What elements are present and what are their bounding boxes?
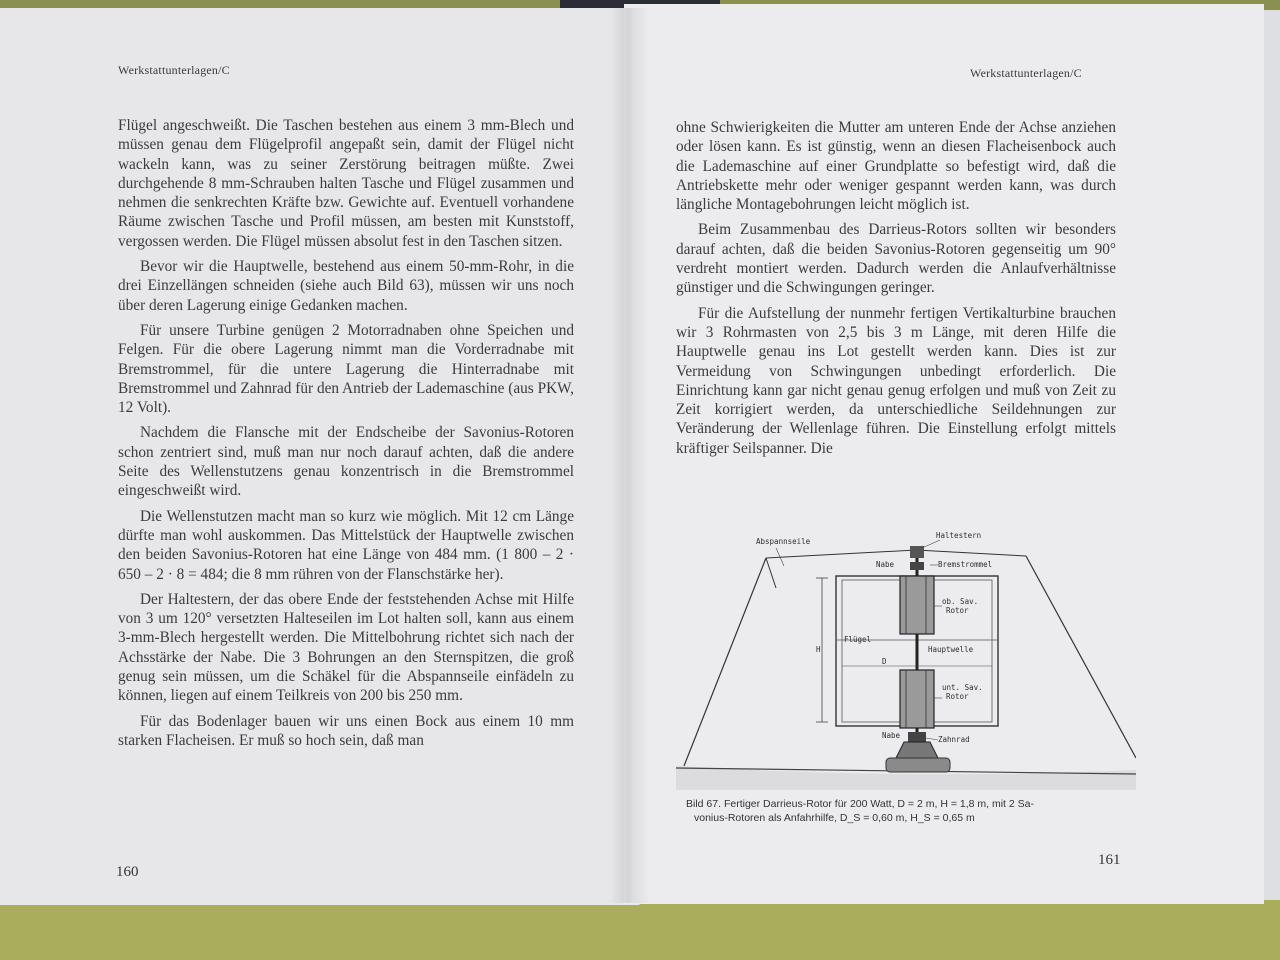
paragraph: Beim Zusammenbau des Darrieus-Rotors sollten wir besonders darauf achten, daß die beiden Savonius-Rotoren gegenseitig um 90° verdreht montiert werden. Dadurch werden die Anlaufverhältnisse günstiger und die Schwingungen geringer. bbox=[676, 221, 1116, 297]
darrieus-rotor-figure bbox=[676, 528, 1136, 790]
label-haltestern: Haltestern bbox=[936, 531, 982, 540]
upper-savonius-rotor bbox=[900, 576, 934, 634]
figure-caption bbox=[686, 797, 1136, 825]
paragraph: Die Wellenstutzen macht man so kurz wie möglich. Mit 12 cm Länge dürfte man wohl auskommen. Das Mittelstück der Hauptwelle zwischen den beiden Savonius-Rotoren hat eine Länge von 484 mm. (1 800 – 2 · 650 – 2 · 8 = 484; die 8 mm rühren von der Flanschstärke her). bbox=[118, 507, 574, 583]
label-hauptwelle: Hauptwelle bbox=[928, 645, 974, 654]
left-running-head: Werkstattunterlagen/C bbox=[118, 63, 230, 77]
label-d: D bbox=[882, 657, 887, 666]
paragraph: Nachdem die Flansche mit der Endscheibe der Savonius-Rotoren schon zentriert sind, muß man nur noch darauf achten, daß die andere Seite des Wellenstutzens genau konzentrisch in die Bremstrommel eingeschweißt wird. bbox=[118, 424, 574, 500]
caption-line-2: vonius-Rotoren als Anfahrhilfe, D_S = 0,60 m, H_S = 0,65 m bbox=[694, 812, 975, 824]
guy-cable-top-left bbox=[766, 550, 916, 558]
bottom-hub bbox=[908, 732, 926, 742]
caption-line-1: Bild 67. Fertiger Darrieus-Rotor für 200 Watt, D = 2 m, H = 1,8 m, mit 2 Sa- bbox=[686, 798, 1034, 810]
label-ob-sav-rotor: Rotor bbox=[946, 606, 969, 615]
label-h: H bbox=[816, 645, 821, 654]
label-abspannseile: Abspannseile bbox=[756, 537, 811, 546]
label-unt-sav-rotor: Rotor bbox=[946, 692, 969, 701]
paragraph: Bevor wir die Hauptwelle, bestehend aus einem 50-mm-Rohr, in die drei Einzellängen schneiden (siehe auch Bild 63), müssen wir uns noch über deren Lagerung einige Gedanken machen. bbox=[118, 258, 574, 314]
left-page-number: 160 bbox=[116, 864, 139, 880]
guy-cable-top-right bbox=[916, 550, 1026, 556]
haltestern-shape bbox=[910, 546, 924, 558]
paragraph: ohne Schwierigkeiten die Mutter am unteren Ende der Achse anziehen oder lösen kann. Es ist günstig, wenn an diesen Flacheisenbock auch die Lademaschine auf einer Grundplatte so befestigt wird, daß die Antriebskette mehr oder weniger gespannt werden kann, was durch längliche Montagebohrungen leicht möglich ist. bbox=[676, 119, 1116, 214]
label-nabe-bottom: Nabe bbox=[882, 731, 901, 740]
guy-cable-left bbox=[684, 558, 766, 766]
foundation bbox=[886, 758, 950, 772]
label-ob-sav: ob. Sav. bbox=[942, 597, 979, 606]
label-nabe-top: Nabe bbox=[876, 560, 895, 569]
label-unt-sav: unt. Sav. bbox=[942, 683, 983, 692]
right-running-head: Werkstattunterlagen/C bbox=[970, 66, 1082, 80]
right-text-column bbox=[676, 118, 1116, 464]
base-bock bbox=[896, 742, 938, 758]
label-zahnrad: Zahnrad bbox=[938, 735, 970, 744]
paragraph: Der Haltestern, der das obere Ende der feststehenden Achse mit Hilfe von 3 um 120° versetzten Halteseilen im Lot halten soll, kann aus einem 3-mm-Blech hergestellt werden. Die Mittelbohrung richtet sich nach der Achsstärke der Nabe. Die 3 Bohrungen an den Sternspitzen, die groß genug sein müssen, um die Schäkel für die Abspannseile einfädeln zu können, liegen auf einem Teilkreis von 200 bis 250 mm. bbox=[118, 590, 574, 705]
book-gutter bbox=[610, 8, 650, 903]
top-hub bbox=[910, 562, 924, 570]
right-page-number: 161 bbox=[1098, 852, 1121, 868]
paragraph: Für das Bodenlager bauen wir uns einen Bock aus einem 10 mm starken Flacheisen. Er muß so hoch sein, daß man bbox=[118, 712, 574, 749]
paragraph: Flügel angeschweißt. Die Taschen bestehen aus einem 3 mm-Blech und müssen genau dem Flügelprofil angepaßt sein, damit der Flügel nicht wackeln kann, was zu seiner Zerstörung beitragen müßte. Zwei durchgehende 8 mm-Schrauben halten Tasche und Flügel zusammen und nehmen die senkrechten Kräfte bzw. Gewichte auf. Eventuell vorhandene Räume zwischen Tasche und Profil müssen, am besten mit Kunststoff, vergossen werden. Die Flügel müssen absolut fest in den Taschen sitzen. bbox=[118, 117, 574, 250]
lower-savonius-rotor bbox=[900, 670, 934, 728]
guy-cable-right bbox=[1026, 556, 1136, 758]
left-text-column bbox=[118, 116, 574, 756]
guy-cable-stub bbox=[766, 558, 776, 588]
paragraph: Für unsere Turbine genügen 2 Motorradnaben ohne Speichen und Felgen. Für die obere Lagerung nimmt man die Vorderradnabe mit Bremstrommel, für die untere Lagerung die Hinterradnabe mit Bremstrommel und Zahnrad für den Antrieb der Lademaschine (aus PKW, 12 Volt). bbox=[118, 321, 574, 417]
label-bremstrommel: Bremstrommel bbox=[938, 560, 993, 569]
paragraph: Für die Aufstellung der nunmehr fertigen Vertikalturbine brauchen wir 3 Rohrmasten von 2,5 bis 3 m Länge, mit deren Hilfe die Hauptwelle genau ins Lot gestellt werden kann. Dies ist zur Vermeidung von Schwingungen unbedingt erforderlich. Die Einrichtung kann gar nicht genau genug erfolgen und muß von Zeit zu Zeit korrigiert werden, da unterschiedliche Seildehnungen zur Veränderung der Wellenlage führen. Die Einstellung erfolgt mittels kräftiger Seilspanner. Die bbox=[676, 304, 1116, 457]
label-fluegel: Flügel bbox=[844, 635, 872, 644]
